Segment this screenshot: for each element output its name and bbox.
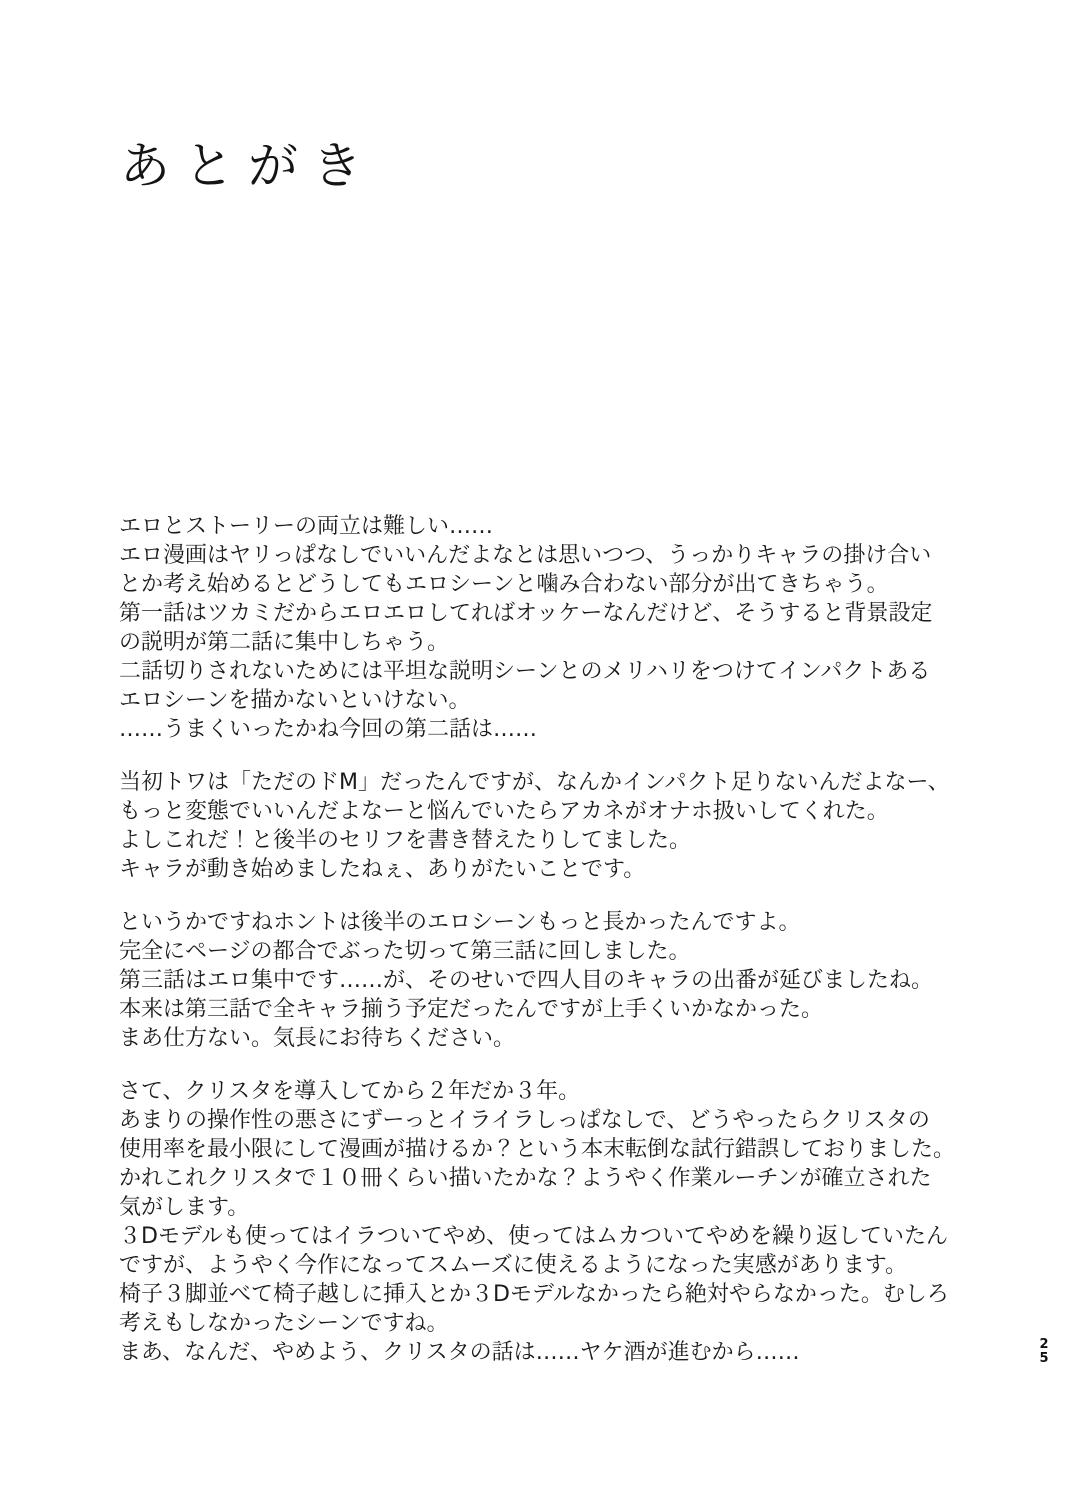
paragraph bbox=[119, 768, 1019, 884]
text-line: ３Dモデルも使ってはイラついてやめ、使ってはムカついてやめを繰り返していたん bbox=[119, 1224, 948, 1249]
text-line: あまりの操作性の悪さにずーっとイライラしっぱなしで、どうやったらクリスタの bbox=[119, 1108, 930, 1133]
text-line: 第一話はツカミだからエロエロしてればオッケーなんだけど、そうすると背景設定 bbox=[119, 601, 933, 626]
text-line: 使用率を最小限にして漫画が描けるか？という本末転倒な試行錯誤しておりました。 bbox=[119, 1137, 956, 1162]
text-line: 椅子３脚並べて椅子越しに挿入とか３Dモデルなかったら絶対やらなかった。むしろ bbox=[119, 1282, 949, 1307]
afterword-body bbox=[119, 512, 1019, 1391]
text-line: 完全にページの都合でぶった切って第三話に回しました。 bbox=[119, 939, 691, 964]
text-line: よしこれだ！と後半のセリフを書き替えたりしてました。 bbox=[119, 828, 692, 853]
text-line: さて、クリスタを導入してから２年だか３年。 bbox=[119, 1079, 581, 1104]
text-line: もっと変態でいいんだよなーと悩んでいたらアカネがオナホ扱いしてくれた。 bbox=[119, 799, 889, 824]
text-line: の説明が第二話に集中しちゃう。 bbox=[119, 630, 450, 655]
text-line: かれこれクリスタで１０冊くらい描いたかな？ようやく作業ルーチンが確立された bbox=[119, 1166, 932, 1191]
text-line: というかですねホントは後半のエロシーンもっと長かったんですよ。 bbox=[119, 910, 801, 935]
paragraph bbox=[119, 1077, 1019, 1367]
text-line: まあ、なんだ、やめよう、クリスタの話は……ヤケ酒が進むから…… bbox=[119, 1340, 800, 1365]
page-number-digit-top: 2 bbox=[1039, 1337, 1049, 1352]
text-line: エロとストーリーの両立は難しい…… bbox=[119, 514, 494, 539]
paragraph bbox=[119, 908, 1019, 1053]
page-number-digit-bottom: 5 bbox=[1039, 1351, 1049, 1366]
text-line: ですが、ようやく今作になってスムーズに使えるようになった実感があります。 bbox=[119, 1253, 908, 1278]
page-number bbox=[1035, 1338, 1053, 1366]
page-title: あとがき bbox=[120, 137, 376, 195]
text-line: 二話切りされないためには平坦な説明シーンとのメリハリをつけてインパクトある bbox=[119, 659, 931, 684]
text-line: 第三話はエロ集中です……が、そのせいで四人目のキャラの出番が延びましたね。 bbox=[119, 968, 934, 993]
text-line: まあ仕方ない。気長にお待ちください。 bbox=[119, 1026, 516, 1051]
text-line: キャラが動き始めましたねぇ、ありがたいことです。 bbox=[119, 857, 646, 882]
text-line: ……うまくいったかね今回の第二話は…… bbox=[119, 717, 538, 742]
text-line: エロシーンを描かないといけない。 bbox=[119, 688, 471, 713]
text-line: 本来は第三話で全キャラ揃う予定だったんですが上手くいかなかった。 bbox=[119, 997, 824, 1022]
text-line: エロ漫画はヤリっぱなしでいいんだよなとは思いつつ、うっかりキャラの掛け合い bbox=[119, 543, 932, 568]
text-line: とか考え始めるとどうしてもエロシーンと噛み合わない部分が出てきちゃう。 bbox=[119, 572, 889, 597]
paragraph bbox=[119, 512, 1019, 744]
text-line: 考えもしなかったシーンですね。 bbox=[119, 1311, 449, 1336]
text-line: 当初トワは「ただのドM」だったんですが、なんかインパクト足りないんだよなー、 bbox=[119, 770, 950, 795]
text-line: 気がします。 bbox=[119, 1195, 250, 1220]
